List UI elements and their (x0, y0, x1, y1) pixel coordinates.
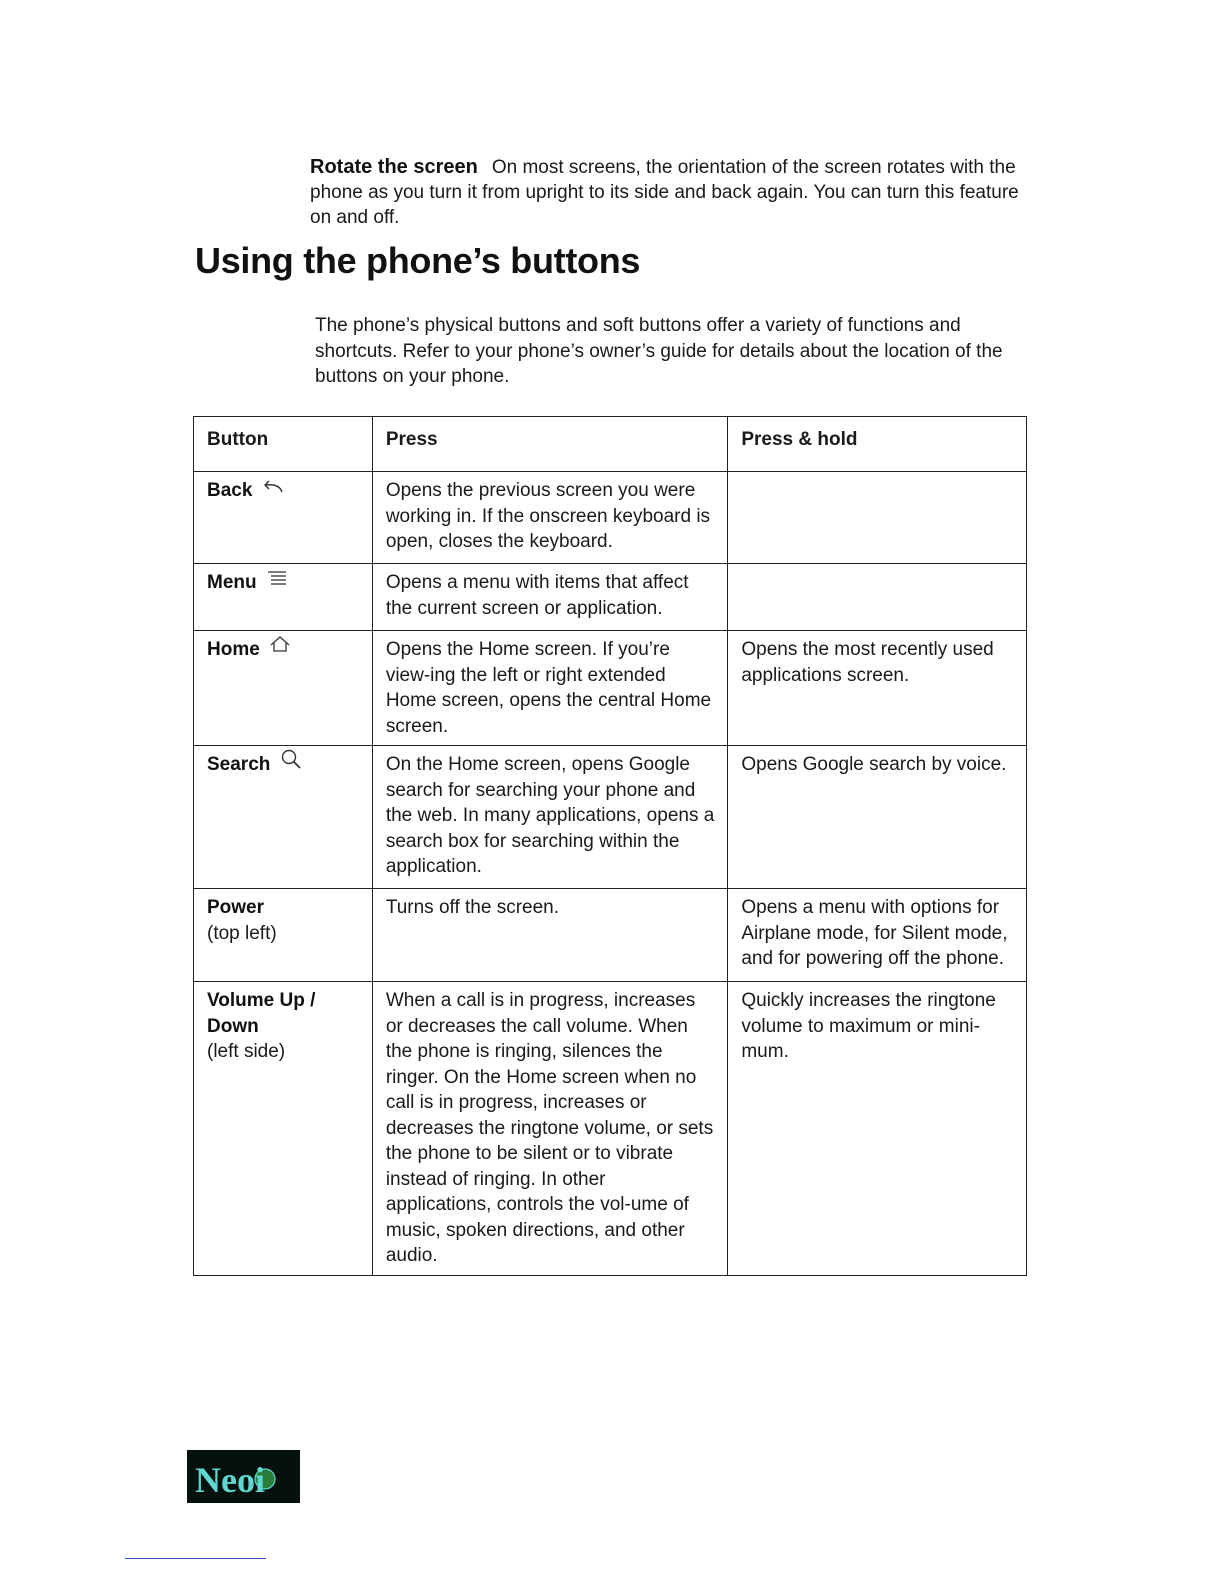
header-press-hold: Press & hold (728, 417, 1027, 472)
button-cell (194, 564, 373, 631)
intro-text: On most screens, the orientation of the screen rotates with the phone as you turn it from upright to its side and back again. You can turn this feature on and off. (310, 157, 1019, 228)
button-name: Search (207, 754, 271, 775)
header-press: Press (372, 417, 728, 472)
footnote-separator (125, 1558, 266, 1559)
table-row (194, 746, 1027, 889)
button-cell (194, 631, 373, 746)
buttons-table (193, 416, 1027, 1276)
hold-cell: Opens Google search by voice. (728, 746, 1027, 889)
button-name: Volume Up / Down (207, 990, 316, 1037)
section-description: The phone’s physical buttons and soft buttons offer a variety of functions and shortcuts. Refer to your phone’s owner’s guide for details about the location of the buttons on your phone. (315, 315, 1003, 387)
press-cell: Opens a menu with items that affect the current screen or application. (372, 564, 728, 631)
intro-paragraph (310, 155, 1025, 230)
button-name: Power (207, 897, 265, 918)
page-title: Using the phone’s buttons (195, 240, 641, 281)
button-cell (194, 982, 373, 1276)
table-row (194, 631, 1027, 746)
button-name: Menu (207, 572, 257, 593)
button-location: (top left) (207, 922, 277, 944)
button-location: (left side) (207, 1041, 286, 1062)
button-name: Back (207, 480, 253, 501)
table-row (194, 472, 1027, 564)
table-row (194, 564, 1027, 631)
magnifier-icon (280, 748, 302, 778)
hold-cell (728, 472, 1027, 564)
neoi-logo (187, 1450, 300, 1503)
svg-text:Neoi: Neoi (195, 1460, 265, 1500)
intro-lead: Rotate the screen (310, 156, 478, 178)
header-button: Button (194, 417, 373, 472)
button-cell (194, 472, 373, 564)
hold-cell: Opens the most recently used applications screen. (728, 631, 1027, 746)
press-cell: Turns off the screen. (372, 889, 728, 982)
menu-lines-icon (266, 568, 288, 594)
table-row (194, 982, 1027, 1276)
press-cell: On the Home screen, opens Google search for searching your phone and the web. In many applications, opens a search box for searching within the application. (372, 746, 728, 889)
button-cell (194, 889, 373, 982)
button-name: Home (207, 639, 260, 660)
hold-cell: Quickly increases the ringtone volume to maximum or mini-mum. (728, 982, 1027, 1276)
button-cell (194, 746, 373, 889)
hold-cell: Opens a menu with options for Airplane mode, for Silent mode, and for powering off the phone. (728, 889, 1027, 982)
table-row (194, 889, 1027, 982)
home-icon (269, 635, 291, 661)
hold-cell (728, 564, 1027, 631)
press-cell: When a call is in progress, increases or decreases the call volume. When the phone is ringing, silences the ringer. On the Home screen when no call is in progress, increases or decreases the ringtone volume, or sets the phone to be silent or to vibrate instead of ringing. In other applications, controls the vol-ume of music, spoken directions, and other audio. (372, 982, 728, 1276)
press-cell: Opens the previous screen you were working in. If the onscreen keyboard is open, closes the keyboard. (372, 472, 728, 564)
table-header-row (194, 417, 1027, 472)
back-arrow-icon (262, 476, 284, 502)
press-cell: Opens the Home screen. If you’re view-ing the left or right extended Home screen, opens the central Home screen. (372, 631, 728, 746)
